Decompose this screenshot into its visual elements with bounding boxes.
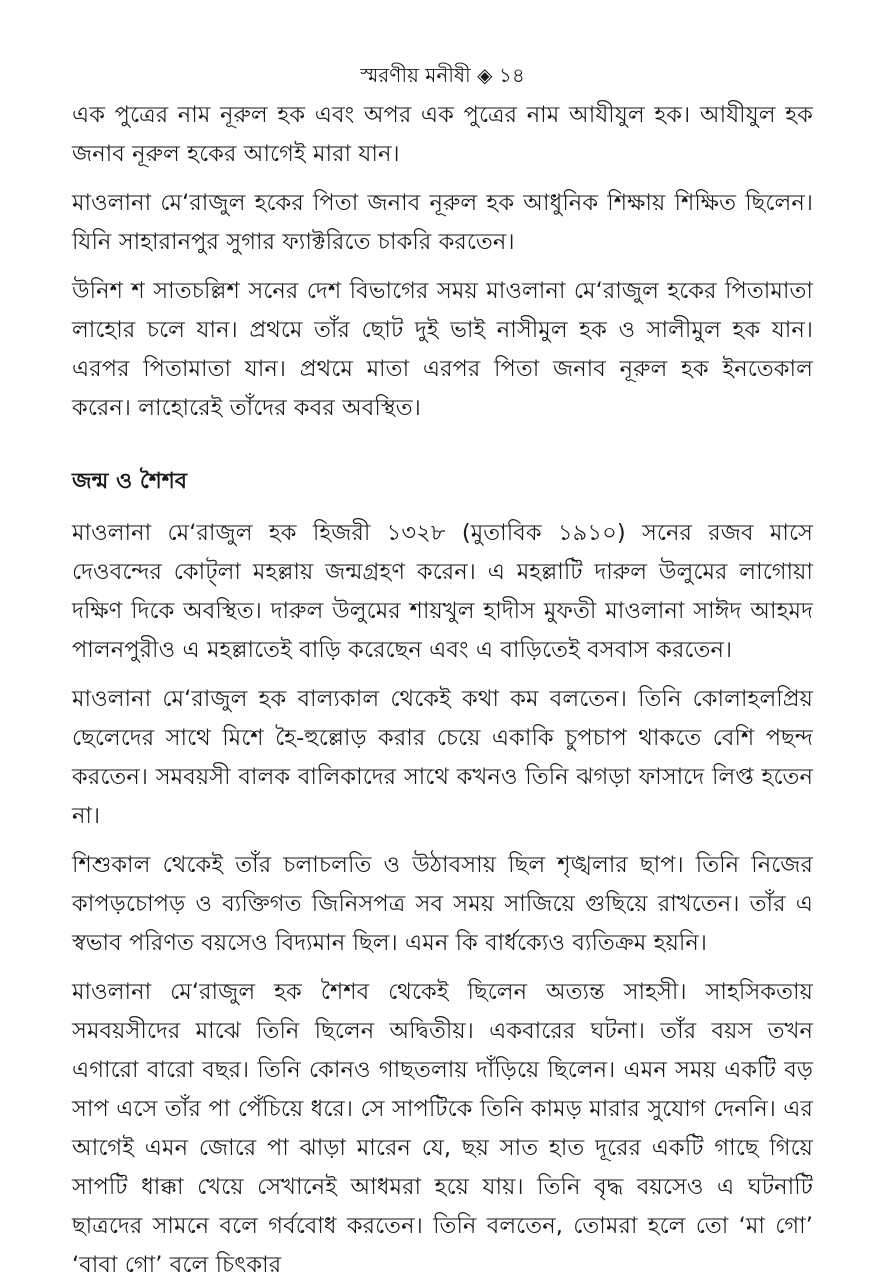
paragraph-birth: মাওলানা মে‘রাজুল হক হিজরী ১৩২৮ (মুতাবিক ১৯১০) সনের রজব মাসে দেওবন্দের কোট্‌লা মহল্লায় জন্মগ্রহণ করেন। এ মহল্লাটি দারুল উলুমের লাগোয়া দক্ষিণ দিকে অবস্থিত। দারুল উলুমের শায়খুল হাদীস মুফতী মাওলানা সাঈদ আহমদ পালনপুরীও এ মহল্লাতেই বাড়ি করেছেন এবং এ বাড়িতেই বসবাস করতেন। (72, 520, 813, 663)
paragraph-father: মাওলানা মে‘রাজুল হকের পিতা জনাব নূরুল হক আধুনিক শিক্ষায় শিক্ষিত ছিলেন। যিনি সাহারানপুর সুগার ফ্যাক্টরিতে চাকরি করতেন। (72, 190, 813, 255)
paragraph-sons: এক পুত্রের নাম নূরুল হক এবং অপর এক পুত্রের নাম আযীযুল হক। আযীযুল হক জনাব নূরুল হকের আগেই মারা যান। (72, 102, 813, 167)
paragraph-discipline: শিশুকাল থেকেই তাঁর চলাচলতি ও উঠাবসায় ছিল শৃঙ্খলার ছাপ। তিনি নিজের কাপড়চোপড় ও ব্যক্তিগত জিনিসপত্র সব সময় সাজিয়ে গুছিয়ে রাখতেন। তাঁর এ স্বভাব পরিণত বয়সেও বিদ্যমান ছিল। এমন কি বার্ধক্যেও ব্যতিক্রম হয়নি। (72, 852, 813, 956)
paragraph-partition: উনিশ শ সাতচল্লিশ সনের দেশ বিভাগের সময় মাওলানা মে‘রাজুল হকের পিতামাতা লাহোর চলে যান। প্রথমে তাঁর ছোট দুই ভাই নাসীমুল হক ও সালীমুল হক যান। এরপর পিতামাতা যান। প্রথমে মাতা এরপর পিতা জনাব নূরুল হক ইনতেকাল করেন। লাহোরেই তাঁদের কবর অবস্থিত। (72, 278, 813, 421)
paragraph-courage: মাওলানা মে‘রাজুল হক শৈশব থেকেই ছিলেন অত্যন্ত সাহসী। সাহসিকতায় সমবয়সীদের মাঝে তিনি ছিলেন অদ্বিতীয়। একবারের ঘটনা। তাঁর বয়স তখন এগারো বারো বছর। তিনি কোনও গাছতলায় দাঁড়িয়ে ছিলেন। এমন সময় একটি বড় সাপ এসে তাঁর পা পেঁচিয়ে ধরে। সে সাপটিকে তিনি কামড় মারার সুযোগ দেননি। এর আগেই এমন জোরে পা ঝাড়া মারেন যে, ছয় সাত হাত দূরের একটি গাছে গিয়ে সাপটি ধাক্কা খেয়ে সেখানেই আধমরা হয়ে যায়। তিনি বৃদ্ধ বয়সেও এ ঘটনাটি ছাত্রদের সামনে বলে গর্ববোধ করতেন। তিনি বলতেন, তোমরা হলে তো ‘মা গো’ ‘বাবা গো’ বলে চিৎকার (72, 979, 813, 1278)
section-heading: জন্ম ও শৈশব (72, 469, 188, 494)
paragraph-childhood-quiet: মাওলানা মে‘রাজুল হক বাল্যকাল থেকেই কথা কম বলতেন। তিনি কোলাহলপ্রিয় ছেলেদের সাথে মিশে হৈ-হুল্লোড় করার চেয়ে একাকি চুপচাপ থাকতে বেশি পছন্দ করতেন। সমবয়সী বালক বালিকাদের সাথে কখনও তিনি ঝগড়া ফাসাদে লিপ্ত হতেন না। (72, 686, 813, 829)
running-header: স্মরণীয় মনীষী ◈ ১৪ (360, 63, 525, 87)
